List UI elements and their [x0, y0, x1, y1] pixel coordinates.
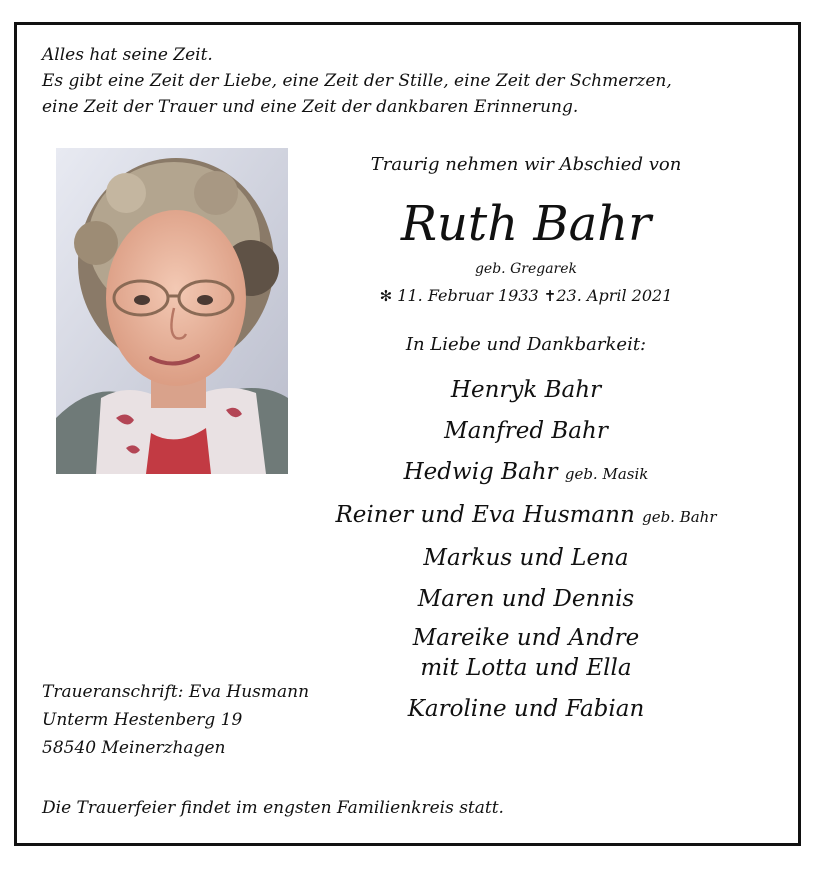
family-member-name: Karoline und Fabian [407, 696, 645, 722]
deceased-name: Ruth Bahr [400, 196, 652, 252]
cross-icon: ✝ [543, 287, 557, 305]
family-member [316, 689, 736, 730]
family-member-name: Manfred Bahr [444, 418, 608, 444]
family-member [316, 538, 736, 579]
family-member-children: mit Lotta und Ella [420, 655, 632, 681]
family-member [316, 579, 736, 620]
thanks-heading: In Liebe und Dankbarkeit: [405, 334, 647, 355]
birth-date: 11. Februar 1933 [397, 286, 539, 305]
family-member-name: Henryk Bahr [450, 377, 602, 403]
family-member-name: Markus und Lena [423, 545, 629, 571]
family-list [316, 370, 736, 730]
family-member [316, 495, 736, 538]
birth-name: geb. Gregarek [474, 261, 578, 277]
family-member [316, 411, 736, 452]
family-member [316, 452, 736, 495]
family-member-name: Hedwig Bahr [403, 459, 558, 485]
motto-line: eine Zeit der Trauer und eine Zeit der dankbaren Erinnerung. [42, 97, 579, 117]
family-member-birth-name: geb. Bahr [642, 508, 717, 526]
motto-line: Es gibt eine Zeit der Liebe, eine Zeit der Stille, eine Zeit der Schmerzen, [42, 71, 672, 91]
family-member-name: Reiner und Eva Husmann [335, 502, 635, 528]
birth-star-icon: ✻ [379, 287, 393, 305]
life-dates [316, 286, 736, 305]
motto-line: Alles hat seine Zeit. [42, 45, 213, 65]
family-member [316, 370, 736, 411]
mourning-address [42, 678, 309, 762]
address-line: 58540 Meinerzhagen [42, 738, 226, 758]
address-line: Traueranschrift: Eva Husmann [42, 682, 310, 702]
ceremony-note: Die Trauerfeier findet im engsten Familienkreis statt. [42, 798, 504, 818]
death-date: 23. April 2021 [556, 286, 673, 305]
intro-text: Traurig nehmen wir Abschied von [370, 154, 682, 175]
family-member [316, 620, 736, 689]
portrait-photo [56, 148, 288, 474]
motto [42, 42, 672, 120]
address-line: Unterm Hestenberg 19 [42, 710, 243, 730]
family-member-name: Mareike und Andre [412, 625, 640, 651]
family-member-name: Maren und Dennis [417, 586, 635, 612]
family-member-birth-name: geb. Masik [564, 465, 649, 483]
